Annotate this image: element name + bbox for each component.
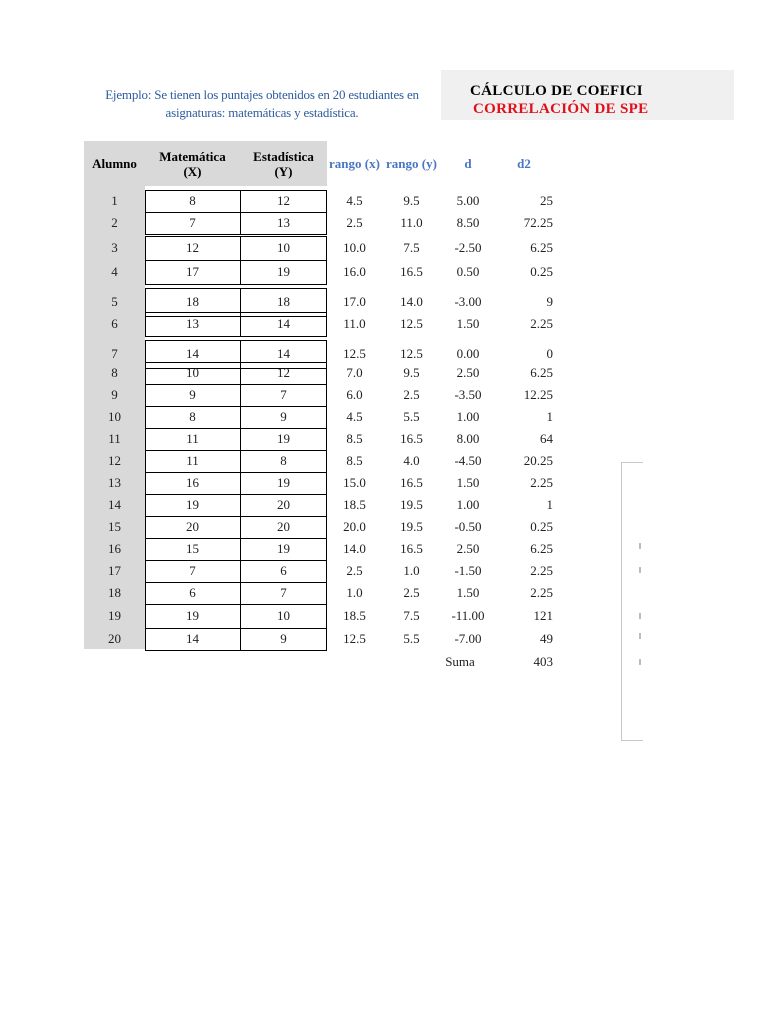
table-cell-x: 14 (186, 346, 199, 361)
table-cell-d: 8.00 (456, 431, 480, 446)
table-cell-y: 7 (280, 585, 287, 600)
table-cell-d2: 72.25 (523, 215, 553, 230)
table-cell-ry: 11.0 (400, 215, 423, 230)
table-cell-rx: 2.5 (346, 563, 363, 578)
intro-line-1: Ejemplo: Se tienen los puntajes obtenidos en 20 estudiantes en (105, 87, 419, 102)
table-cell-y: 19 (277, 431, 290, 446)
table-cell-d: 1.00 (456, 497, 480, 512)
table-cell-alumno: 15 (108, 519, 121, 534)
table-cell-alumno: 8 (111, 365, 118, 380)
table-cell-d: -4.50 (454, 453, 482, 468)
table-cell-d: -11.00 (451, 608, 485, 623)
table-cell-y: 6 (280, 563, 287, 578)
title-line-1: CÁLCULO DE COEFICI (470, 83, 643, 99)
table-cell-x: 8 (189, 193, 196, 208)
table-cell-x: 7 (189, 215, 196, 230)
header-alumno: Alumno (92, 156, 137, 171)
table-cell-x: 16 (186, 475, 199, 490)
header-rango-x: rango (x) (329, 156, 380, 171)
table-cell-ry: 14.0 (400, 294, 423, 309)
table-cell-y: 10 (277, 240, 290, 255)
table-cell-rx: 4.5 (346, 193, 363, 208)
table-cell-x: 19 (186, 497, 199, 512)
table-cell-d: -3.00 (454, 294, 482, 309)
table-cell-d: 1.50 (456, 316, 480, 331)
table-cell-y: 20 (277, 497, 290, 512)
table-cell-y: 14 (277, 346, 290, 361)
table-cell-d2: 1 (546, 497, 553, 512)
table-cell-ry: 16.5 (400, 264, 423, 279)
table-cell-x: 7 (189, 563, 196, 578)
table-cell-x: 14 (186, 631, 199, 646)
table-cell-rx: 12.5 (343, 346, 366, 361)
header-d: d (464, 156, 472, 171)
table-cell-d: 8.50 (456, 215, 480, 230)
table-cell-d2: 6.25 (530, 365, 553, 380)
table-cell-d2: 0.25 (530, 519, 553, 534)
table-cell-ry: 9.5 (403, 193, 420, 208)
table-cell-rx: 2.5 (346, 215, 363, 230)
table-cell-ry: 16.5 (400, 475, 423, 490)
table-cell-rx: 18.5 (343, 497, 366, 512)
table-cell-d2: 9 (546, 294, 553, 309)
table-cell-x: 13 (186, 316, 199, 331)
table-cell-x: 19 (186, 608, 199, 623)
table-cell-y: 7 (280, 387, 287, 402)
header-estadistica-label: Estadística (253, 149, 314, 164)
intro-line-2: asignaturas: matemáticas y estadística. (165, 105, 359, 120)
side-panel-mark (639, 567, 641, 573)
table-cell-x: 12 (186, 240, 199, 255)
table-cell-d2: 6.25 (530, 240, 553, 255)
table-cell-alumno: 10 (108, 409, 121, 424)
table-cell-y: 8 (280, 453, 287, 468)
table-cell-d2: 121 (533, 608, 553, 623)
table-cell-y: 20 (277, 519, 290, 534)
table-cell-y: 10 (277, 608, 290, 623)
table-cell-alumno: 14 (108, 497, 121, 512)
intro-text (84, 86, 440, 122)
header-rango-y: rango (y) (386, 156, 437, 171)
table-cell-d: -3.50 (454, 387, 482, 402)
side-panel-mark (639, 633, 641, 639)
table-cell-y: 19 (277, 541, 290, 556)
header-d2: d2 (517, 156, 531, 171)
title-box (441, 70, 734, 120)
table-cell-rx: 8.5 (346, 431, 363, 446)
table-cell-ry: 7.5 (403, 608, 420, 623)
table-cell-rx: 20.0 (343, 519, 366, 534)
table-cell-x: 10 (186, 365, 199, 380)
table-cell-d2: 20.25 (523, 453, 553, 468)
table-cell-ry: 2.5 (403, 387, 420, 402)
table-cell-d: -0.50 (454, 519, 482, 534)
table-cell-rx: 8.5 (346, 453, 363, 468)
table-cell-d: -2.50 (454, 240, 482, 255)
table-cell-y: 19 (277, 475, 290, 490)
table-cell-rx: 12.5 (343, 631, 366, 646)
table-cell-x: 9 (189, 387, 196, 402)
table-cell-alumno: 17 (108, 563, 121, 578)
table-cell-d: 1.50 (456, 585, 480, 600)
table-cell-d: 0.50 (456, 264, 480, 279)
table-cell-d: 2.50 (456, 365, 480, 380)
suma-label: Suma (445, 654, 475, 669)
table-cell-alumno: 2 (111, 215, 118, 230)
table-cell-x: 17 (186, 264, 199, 279)
table-cell-y: 9 (280, 631, 287, 646)
table-cell-y: 19 (277, 264, 290, 279)
table-cell-d2: 25 (540, 193, 553, 208)
table-cell-y: 14 (277, 316, 290, 331)
table-cell-rx: 1.0 (346, 585, 363, 600)
table-cell-rx: 15.0 (343, 475, 366, 490)
table-cell-rx: 7.0 (346, 365, 363, 380)
table-cell-rx: 6.0 (346, 387, 363, 402)
table-cell-ry: 16.5 (400, 541, 423, 556)
table-cell-alumno: 5 (111, 294, 118, 309)
table-cell-x: 11 (186, 431, 199, 446)
table-cell-rx: 14.0 (343, 541, 366, 556)
side-panel (621, 462, 643, 741)
table-cell-y: 13 (277, 215, 290, 230)
table-cell-d2: 2.25 (530, 475, 553, 490)
table-cell-ry: 5.5 (403, 631, 420, 646)
table-cell-d: 2.50 (456, 541, 480, 556)
table-cell-rx: 10.0 (343, 240, 366, 255)
table-cell-d2: 2.25 (530, 563, 553, 578)
table-cell-alumno: 11 (108, 431, 121, 446)
header-matematica (145, 149, 240, 179)
table-cell-rx: 16.0 (343, 264, 366, 279)
table-cell-d: 0.00 (456, 346, 480, 361)
table-cell-rx: 11.0 (343, 316, 366, 331)
table-cell-y: 12 (277, 365, 290, 380)
table-cell-d: -1.50 (454, 563, 482, 578)
table-cell-x: 8 (189, 409, 196, 424)
table-cell-rx: 4.5 (346, 409, 363, 424)
table-cell-ry: 19.5 (400, 519, 423, 534)
table-cell-ry: 7.5 (403, 240, 420, 255)
table-cell-alumno: 20 (108, 631, 121, 646)
header-matematica-sub: (X) (183, 164, 202, 179)
table-cell-d2: 0 (546, 346, 553, 361)
table-cell-x: 6 (189, 585, 196, 600)
table-cell-d2: 12.25 (523, 387, 553, 402)
table-cell-y: 12 (277, 193, 290, 208)
table-cell-d2: 2.25 (530, 316, 553, 331)
table-cell-x: 20 (186, 519, 199, 534)
table-cell-d: 1.50 (456, 475, 480, 490)
table-cell-alumno: 18 (108, 585, 121, 600)
table-cell-ry: 2.5 (403, 585, 420, 600)
header-matematica-label: Matemática (159, 149, 226, 164)
table-cell-d2: 2.25 (530, 585, 553, 600)
table-cell-alumno: 12 (108, 453, 121, 468)
table-cell-x: 18 (186, 294, 199, 309)
table-cell-alumno: 7 (111, 346, 118, 361)
table-cell-alumno: 19 (108, 608, 121, 623)
side-panel-mark (639, 543, 641, 549)
table-cell-d2: 6.25 (530, 541, 553, 556)
table-cell-ry: 16.5 (400, 431, 423, 446)
side-panel-mark (639, 659, 641, 665)
table-cell-d: -7.00 (454, 631, 482, 646)
table-cell-alumno: 13 (108, 475, 121, 490)
table-cell-ry: 1.0 (403, 563, 420, 578)
table-cell-alumno: 1 (111, 193, 118, 208)
table-cell-alumno: 3 (111, 240, 118, 255)
table-cell-y: 18 (277, 294, 290, 309)
table-cell-d2: 49 (540, 631, 553, 646)
header-estadistica (240, 149, 327, 179)
table-cell-alumno: 6 (111, 316, 118, 331)
table-cell-rx: 18.5 (343, 608, 366, 623)
title-line-2: CORRELACIÓN DE SPE (473, 101, 649, 117)
table-cell-alumno: 16 (108, 541, 121, 556)
suma-value: 403 (533, 654, 553, 669)
table-cell-d2: 0.25 (530, 264, 553, 279)
table-cell-x: 15 (186, 541, 199, 556)
table-cell-d: 1.00 (456, 409, 480, 424)
table-cell-ry: 4.0 (403, 453, 420, 468)
table-cell-alumno: 4 (111, 264, 118, 279)
table-cell-ry: 5.5 (403, 409, 420, 424)
table-cell-d: 5.00 (456, 193, 480, 208)
table-cell-ry: 19.5 (400, 497, 423, 512)
table-cell-rx: 17.0 (343, 294, 366, 309)
table-cell-y: 9 (280, 409, 287, 424)
side-panel-mark (639, 613, 641, 619)
table-cell-x: 11 (186, 453, 199, 468)
table-cell-d2: 1 (546, 409, 553, 424)
table-cell-alumno: 9 (111, 387, 118, 402)
table-cell-ry: 12.5 (400, 316, 423, 331)
table-cell-ry: 12.5 (400, 346, 423, 361)
table-cell-d2: 64 (540, 431, 553, 446)
table-cell-ry: 9.5 (403, 365, 420, 380)
header-estadistica-sub: (Y) (274, 164, 293, 179)
